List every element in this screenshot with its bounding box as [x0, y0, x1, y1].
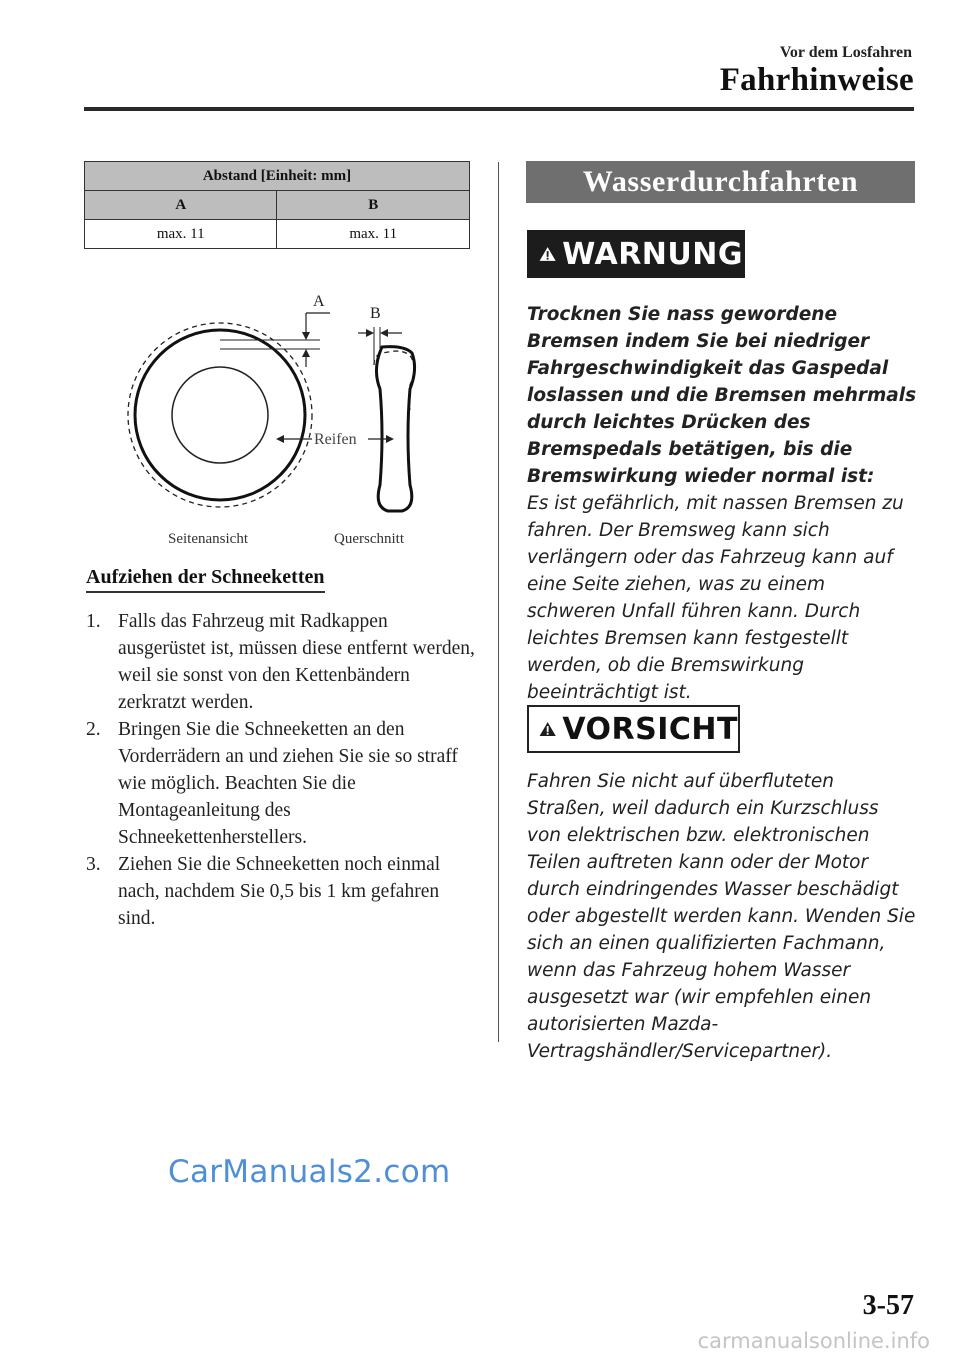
diagram-label-tire: Reifen — [314, 431, 357, 448]
tire-outer — [135, 330, 305, 500]
warning-label-box — [527, 230, 745, 278]
header-rule — [84, 107, 914, 111]
section-heading-snow-chains: Aufziehen der Schneeketten — [86, 566, 325, 593]
table-header-a: A — [85, 191, 277, 220]
warning-instruction: Trocknen Sie nass gewordene Bremsen indem Sie bei niedriger Fahrgeschwindigkeit das Gaspedal loslassen und die Bremsen mehrmals durch leichtes Drücken des Bremspedals betätigen, bis die Bremswirkung wieder normal ist: — [527, 304, 917, 487]
footer-site-text: carmanualsonline.info — [697, 1329, 930, 1353]
caution-text — [527, 768, 917, 1065]
rim-circle — [172, 367, 268, 463]
list-item — [86, 716, 476, 851]
arrow-head-icon — [302, 332, 310, 340]
step-number: 1. — [86, 611, 101, 632]
arrow-head-icon — [380, 329, 388, 337]
table-cell-b: max. 11 — [277, 220, 470, 249]
caution-label: VORSICHT — [562, 711, 738, 747]
installation-steps — [86, 608, 476, 932]
table-header-b: B — [277, 191, 470, 220]
chain-outline-dashed — [128, 323, 312, 507]
column-divider — [498, 162, 499, 1042]
watermark-text: CarManuals2.com — [168, 1154, 451, 1190]
step-number: 3. — [86, 854, 101, 875]
tire-cross-section — [376, 347, 414, 511]
diagram-label-cross-section: Querschnitt — [334, 531, 404, 547]
step-text: Falls das Fahrzeug mit Radkappen ausgerüstet ist, müssen diese entfernt werden, weil sie sonst von den Kettenbändern zerkratzt werden. — [118, 611, 475, 713]
arrow-head-icon — [386, 435, 394, 443]
arrow-head-icon — [276, 435, 284, 443]
warning-explanation: Es ist gefährlich, mit nassen Bremsen zu fahren. Der Bremsweg kann sich verlängern oder das Fahrzeug kann auf eine Seite ziehen, was zu einem schweren Unfall führen kann. Durch leichtes Bremsen kann festgestellt werden, ob die Bremswirkung beeinträchtigt ist. — [527, 493, 904, 703]
tire-chain-diagram — [120, 285, 440, 555]
caution-body: Fahren Sie nicht auf überfluteten Straßen, weil dadurch ein Kurzschluss von elektrischen bzw. elektronischen Teilen auftreten kann oder der Motor durch eindringendes Wasser beschädigt oder abgestellt werden kann. Wenden Sie sich an einen qualifizierten Fachmann, wenn das Fahrzeug hohem Wasser ausgesetzt war (wir empfehlen einen autorisierten Mazda-Vertragshändler/Servicepartner). — [527, 771, 916, 1062]
diagram-label-b: B — [370, 305, 381, 322]
diagram-label-side-view: Seitenansicht — [168, 531, 248, 547]
table-row — [85, 220, 470, 249]
chapter-title: Fahrhinweise — [719, 62, 914, 98]
warning-text — [527, 301, 917, 706]
step-text: Ziehen Sie die Schneeketten noch einmal nach, nachdem Sie 0,5 bis 1 km gefahren sind. — [118, 854, 441, 929]
table-caption: Abstand [Einheit: mm] — [85, 162, 470, 191]
list-item — [86, 608, 476, 716]
section-heading-water: Wasserdurchfahrten — [526, 161, 915, 203]
section-title: Vor dem Losfahren — [779, 44, 912, 61]
table-cell-a: max. 11 — [85, 220, 277, 249]
step-number: 2. — [86, 719, 101, 740]
arrow-head-icon — [366, 329, 374, 337]
diagram-label-a: A — [313, 293, 325, 310]
step-text: Bringen Sie die Schneeketten an den Vorderrädern an und ziehen Sie sie so straff wie möglich. Beachten Sie die Montageanleitung des Schneekettenherstellers. — [118, 719, 458, 848]
warning-label: WARNUNG — [562, 236, 743, 272]
list-item — [86, 851, 476, 932]
page-number: 3-57 — [862, 1290, 914, 1321]
caution-label-box — [527, 705, 740, 753]
clearance-table — [84, 161, 470, 249]
warning-triangle-icon — [539, 241, 556, 267]
arrow-head-icon — [302, 349, 310, 357]
caution-triangle-icon — [539, 716, 556, 742]
